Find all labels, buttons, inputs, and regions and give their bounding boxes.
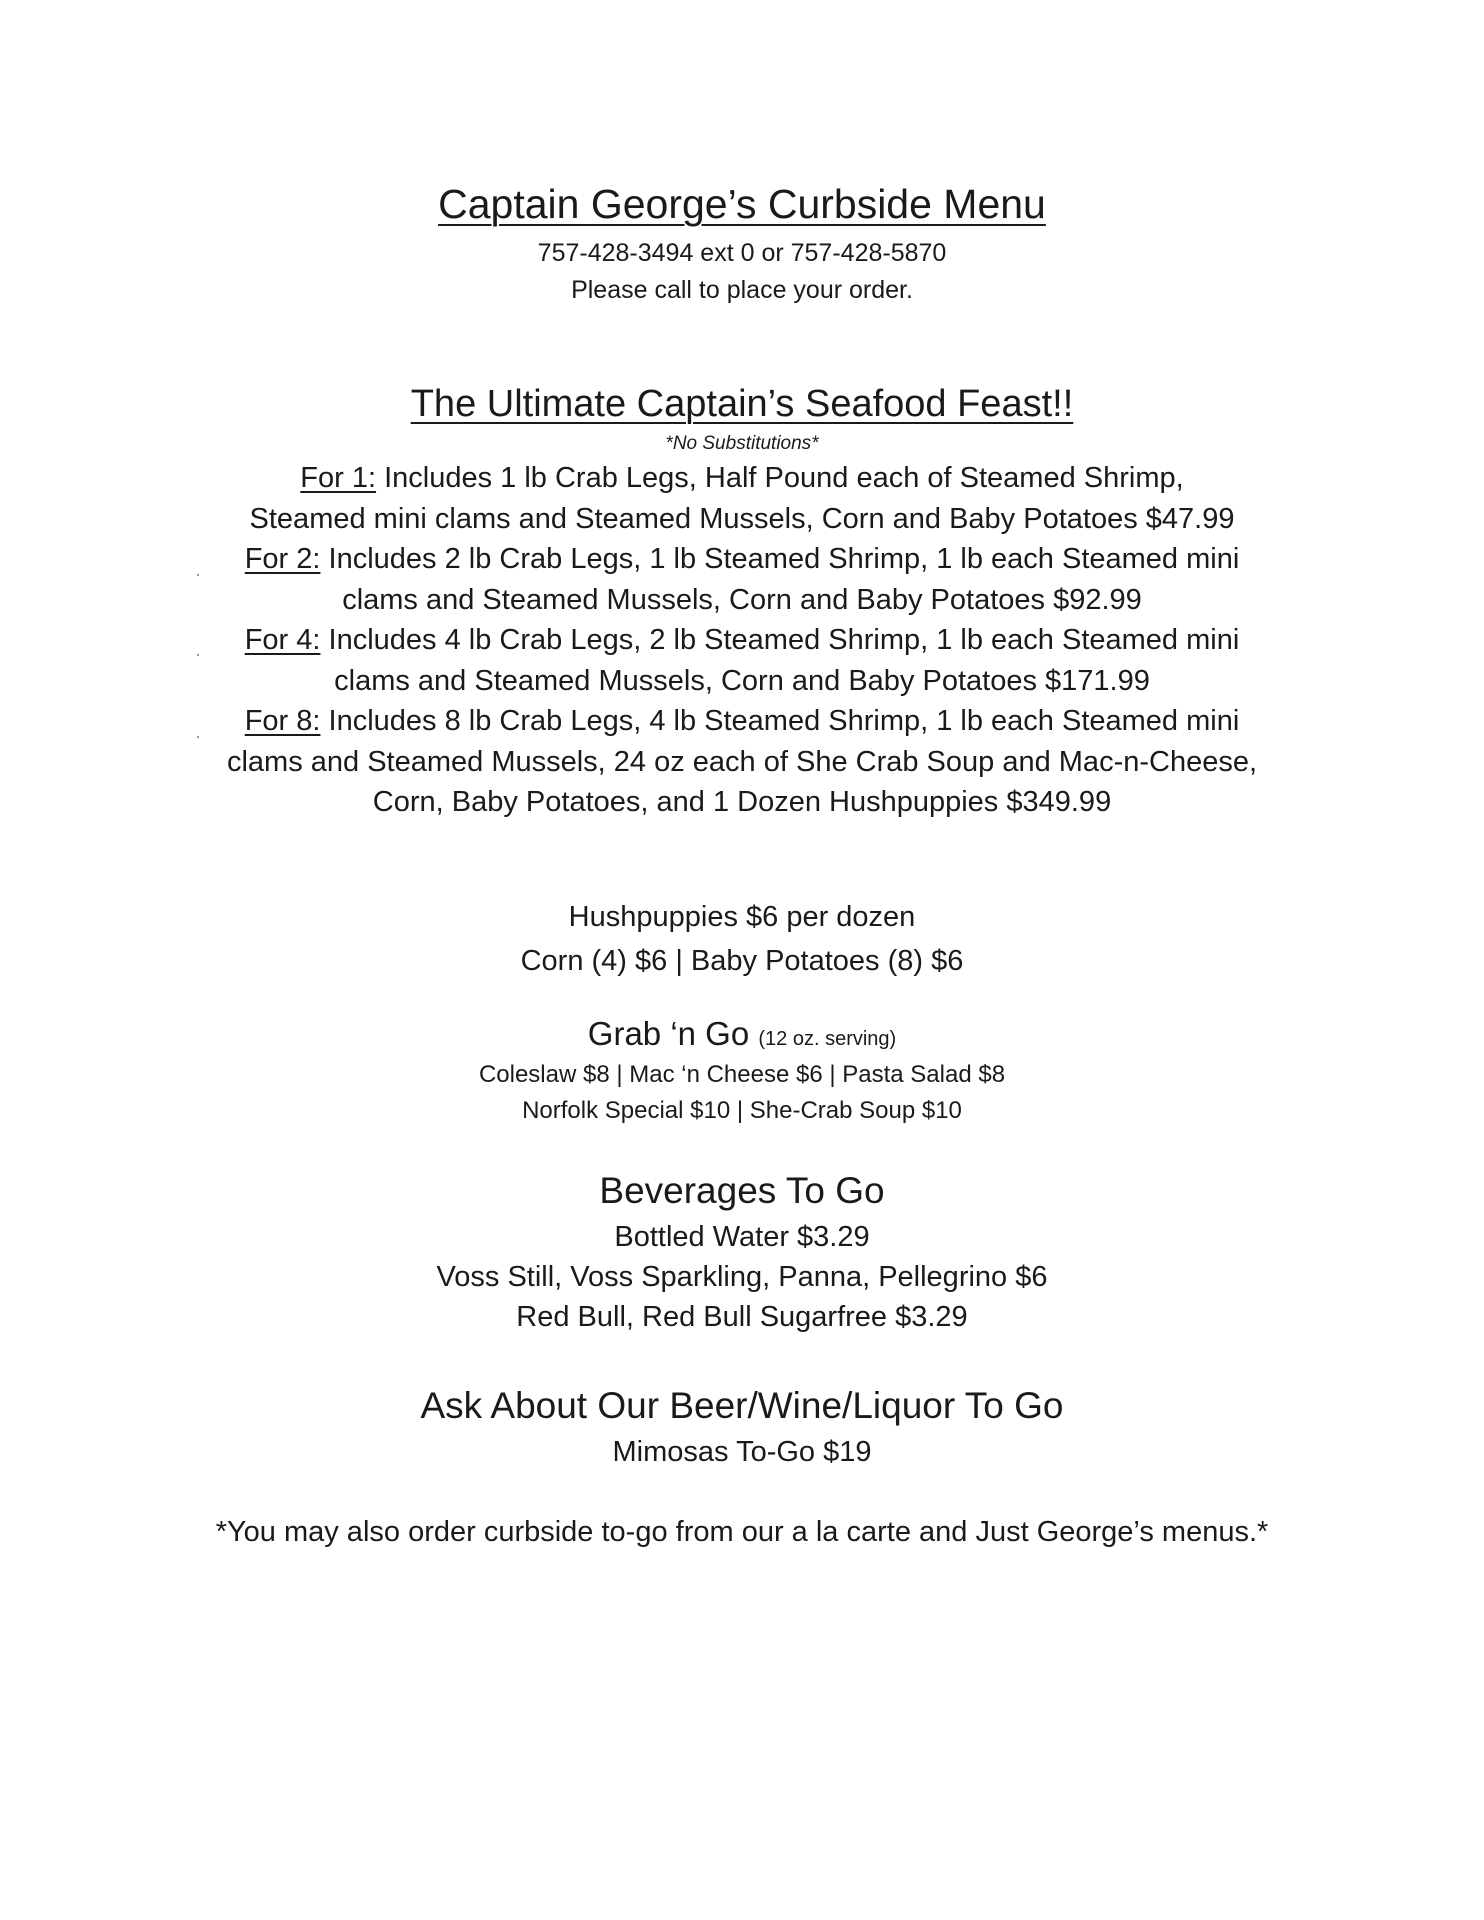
feast-option-1-line-1: For 1: Includes 1 lb Crab Legs, Half Pound each of Steamed Shrimp, xyxy=(300,462,1184,494)
sides-corn-potatoes: Corn (4) $6 | Baby Potatoes (8) $6 xyxy=(520,945,964,977)
feast-option-label: For 8: xyxy=(244,705,321,737)
beverage-line: Bottled Water $3.29 xyxy=(614,1221,870,1253)
grab-n-go-serving: (12 oz. serving) xyxy=(758,1028,897,1050)
scan-mark xyxy=(197,736,199,738)
alcohol-title: Ask About Our Beer/Wine/Liquor To Go xyxy=(420,1385,1064,1426)
feast-option-8-line-3: Corn, Baby Potatoes, and 1 Dozen Hushpuppies $349.99 xyxy=(372,786,1112,818)
menu-title: Captain George’s Curbside Menu xyxy=(438,181,1046,227)
order-instruction: Please call to place your order. xyxy=(571,276,913,304)
grab-n-go-list xyxy=(0,1057,1484,1129)
beverage-line: Red Bull, Red Bull Sugarfree $3.29 xyxy=(516,1301,968,1333)
beverage-line: Voss Still, Voss Sparkling, Panna, Pellegrino $6 xyxy=(436,1261,1048,1293)
feast-option-1-line-2: Steamed mini clams and Steamed Mussels, Corn and Baby Potatoes $47.99 xyxy=(249,502,1235,535)
phone-numbers: 757-428-3494 ext 0 or 757-428-5870 xyxy=(537,239,947,267)
mimosa-line: Mimosas To-Go $19 xyxy=(612,1436,872,1468)
no-substitutions-note: *No Substitutions* xyxy=(665,433,819,454)
grab-n-go-line: Norfolk Special $10 | She-Crab Soup $10 xyxy=(522,1097,962,1124)
feast-option-label: For 2: xyxy=(244,543,321,575)
scan-mark xyxy=(197,574,199,576)
sides-hushpuppies: Hushpuppies $6 per dozen xyxy=(568,901,916,933)
feast-option-2-line-2: clams and Steamed Mussels, Corn and Baby Potatoes $92.99 xyxy=(342,583,1142,616)
feast-option-4-line-1: For 4: Includes 4 lb Crab Legs, 2 lb Steamed Shrimp, 1 lb each Steamed mini xyxy=(244,624,1240,656)
feast-options xyxy=(0,458,1484,823)
sides-section xyxy=(0,895,1484,983)
feast-option-label: For 4: xyxy=(244,624,321,656)
beverages-list xyxy=(0,1217,1484,1337)
grab-n-go-line: Coleslaw $8 | Mac ‘n Cheese $6 | Pasta Salad $8 xyxy=(478,1061,1006,1088)
feast-option-8-line-1: For 8: Includes 8 lb Crab Legs, 4 lb Steamed Shrimp, 1 lb each Steamed mini xyxy=(244,705,1240,737)
footer-note: *You may also order curbside to-go from our a la carte and Just George’s menus.* xyxy=(215,1516,1269,1548)
beverages-title: Beverages To Go xyxy=(599,1170,885,1211)
feast-option-4-line-2: clams and Steamed Mussels, Corn and Baby Potatoes $171.99 xyxy=(334,664,1150,697)
feast-option-label: For 1: xyxy=(300,462,377,494)
feast-option-8-line-2: clams and Steamed Mussels, 24 oz each of She Crab Soup and Mac-n-Cheese, xyxy=(226,745,1258,778)
feast-option-2-line-1: For 2: Includes 2 lb Crab Legs, 1 lb Steamed Shrimp, 1 lb each Steamed mini xyxy=(244,543,1240,575)
feast-title: The Ultimate Captain’s Seafood Feast!! xyxy=(410,383,1074,425)
grab-n-go-title: Grab ‘n Go (12 oz. serving) xyxy=(587,1015,897,1052)
scan-mark xyxy=(197,654,199,656)
